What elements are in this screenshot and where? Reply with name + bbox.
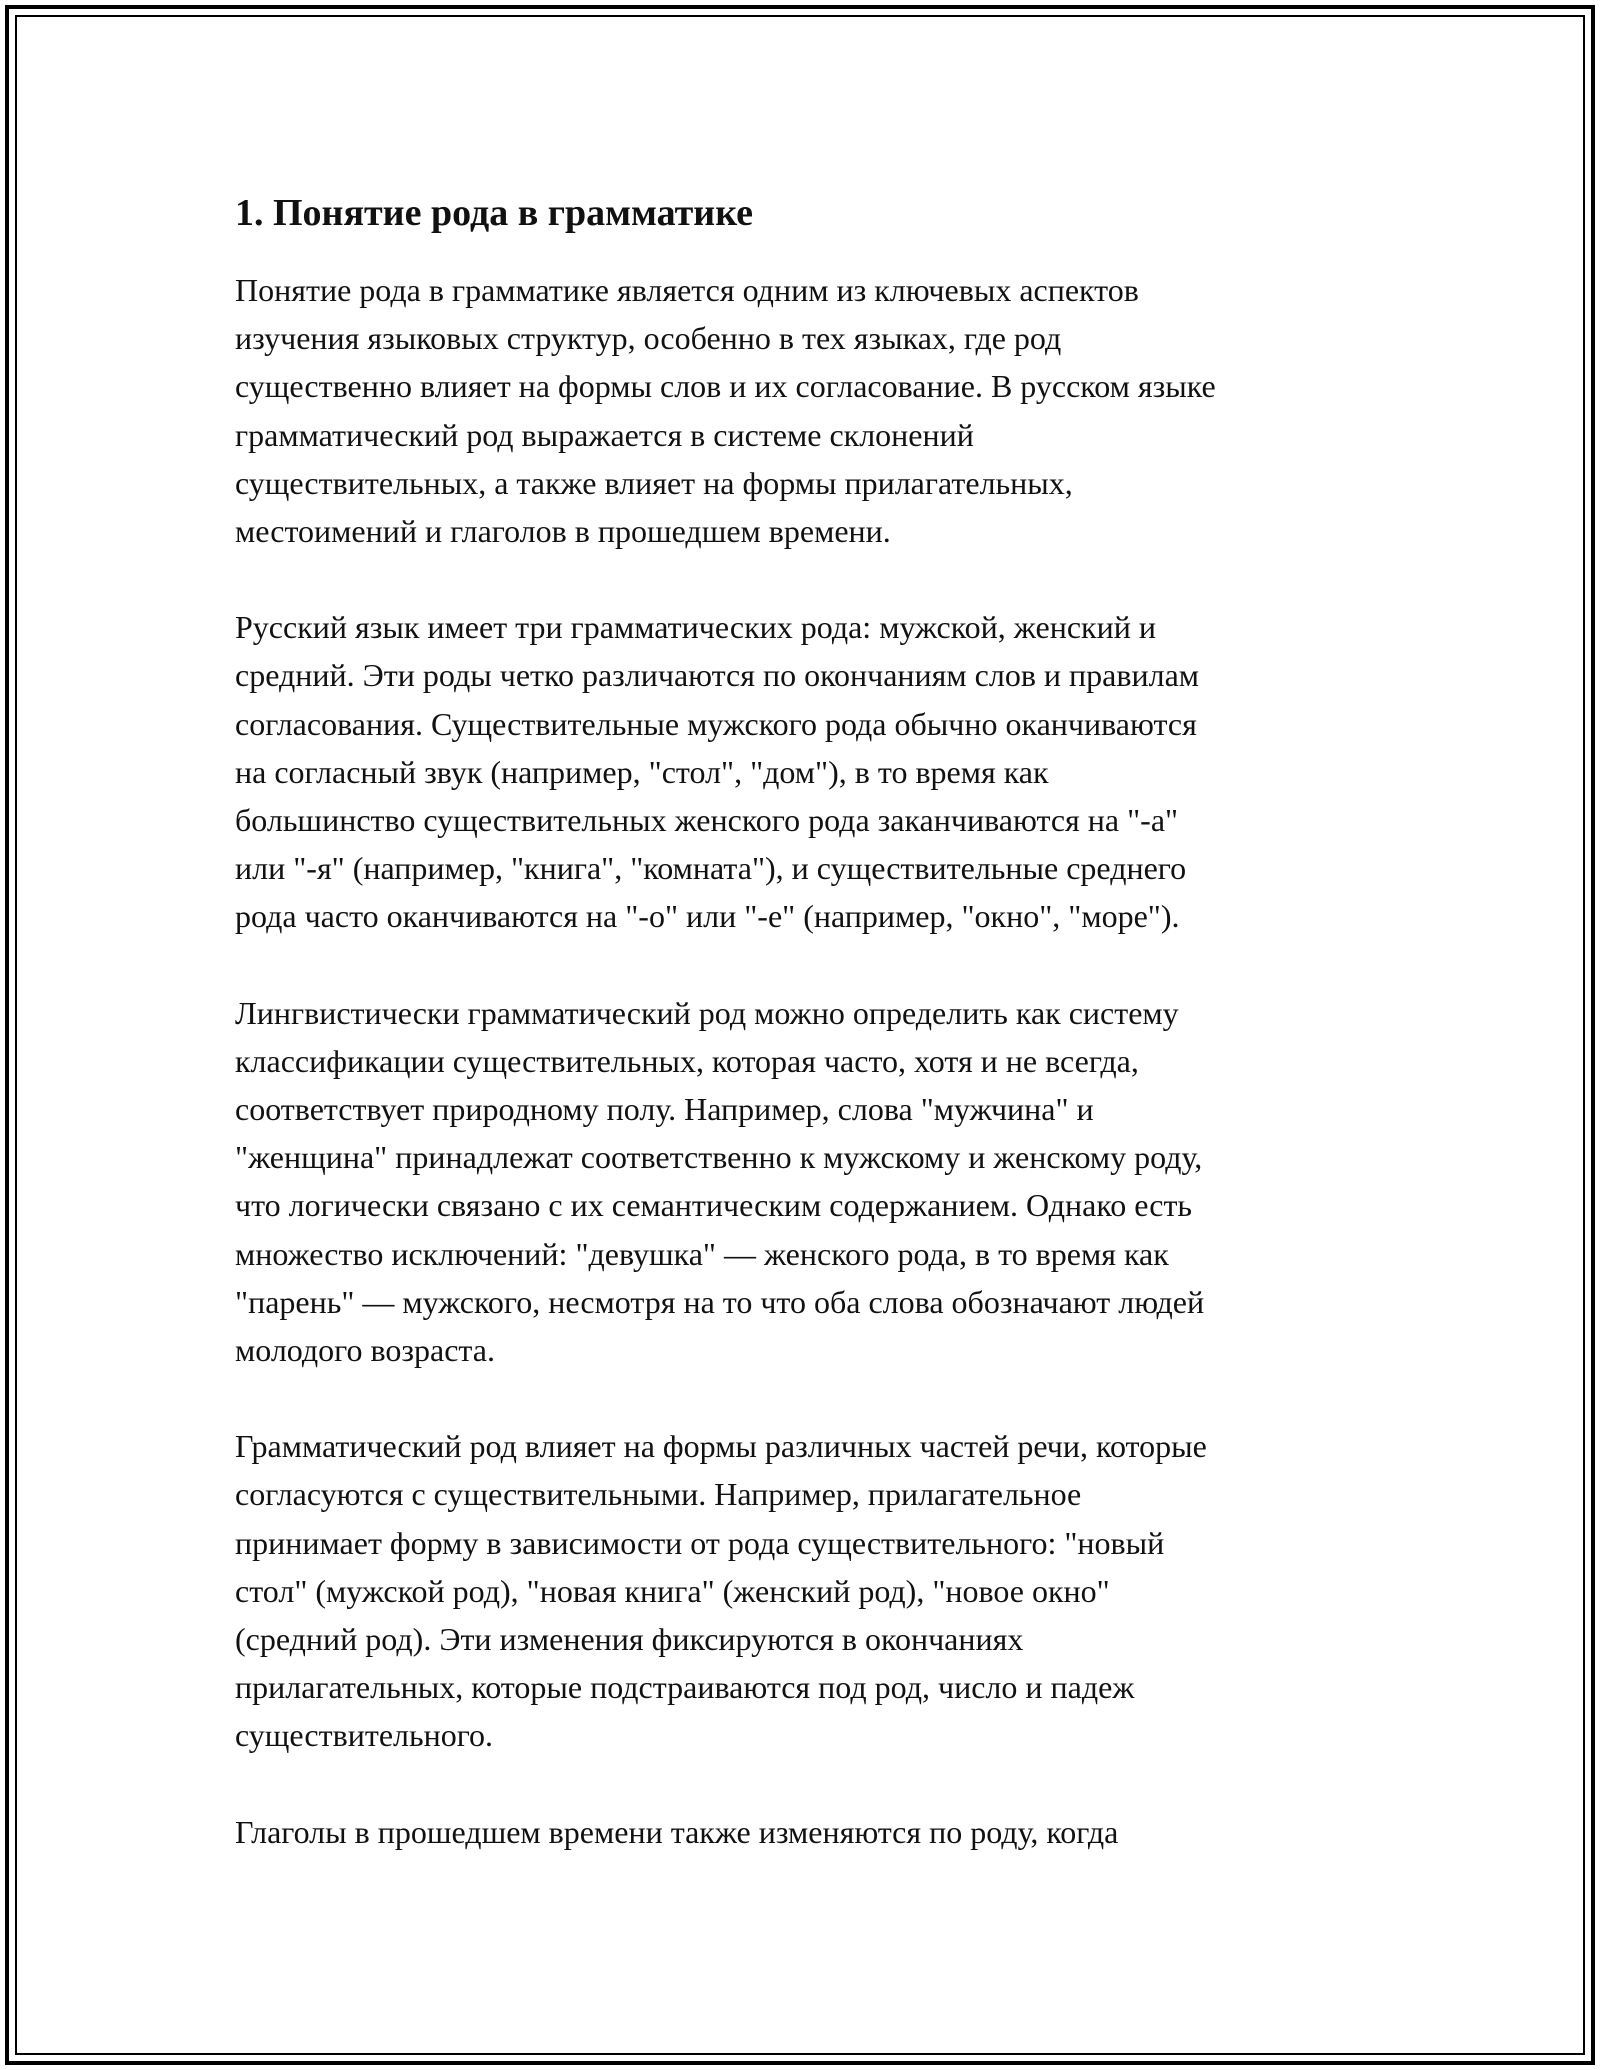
paragraph-2: Русский язык имеет три грамматических рода: мужской, женский и средний. Эти роды четко различаются по окончаниям слов и правилам согласования. Существительные мужского рода обычно оканчиваются на согласный звук (например, "стол", "дом"), в то время как большинство существительных женского рода заканчиваются на "-а" или "-я" (например, "книга", "комната"), и существительные среднего рода часто оканчиваются на "-о" или "-е" (например, "окно", "море").	[235, 609, 1200, 935]
document-body	[235, 186, 1375, 1904]
paragraph-1: Понятие рода в грамматике является одним из ключевых аспектов изучения языковых структур, особенно в тех языках, где род существенно влияет на формы слов и их согласование. В русском языке грамматический род выражается в системе склонений существительных, а также влияет на формы прилагательных, местоимений и глаголов в прошедшем времени.	[235, 272, 1216, 550]
paragraph-3: Лингвистически грамматический род можно определить как систему классификации существительных, которая часто, хотя и не всегда, соответствует природному полу. Например, слова "мужчина" и "женщина" принадлежат соответственно к мужскому и женскому роду, что логически связано с их семантическим содержанием. Однако есть множество исключений: "девушка" — женского рода, в то время как "парень" — мужского, несмотря на то что оба слова обозначают людей молодого возраста.	[235, 994, 1205, 1369]
paragraph-4: Грамматический род влияет на формы различных частей речи, которые согласуются с существительными. Например, прилагательное принимает форму в зависимости от рода существительного: "новый стол" (мужской род), "новая книга" (женский род), "новое окно" (средний род). Эти изменения фиксируются в окончаниях прилагательных, которые подстраиваются под род, число и падеж существительного.	[235, 1428, 1207, 1754]
section-heading: 1. Понятие рода в грамматике	[235, 192, 754, 234]
paragraph-5: Глаголы в прошедшем времени также изменяются по роду, когда	[235, 1813, 1119, 1850]
